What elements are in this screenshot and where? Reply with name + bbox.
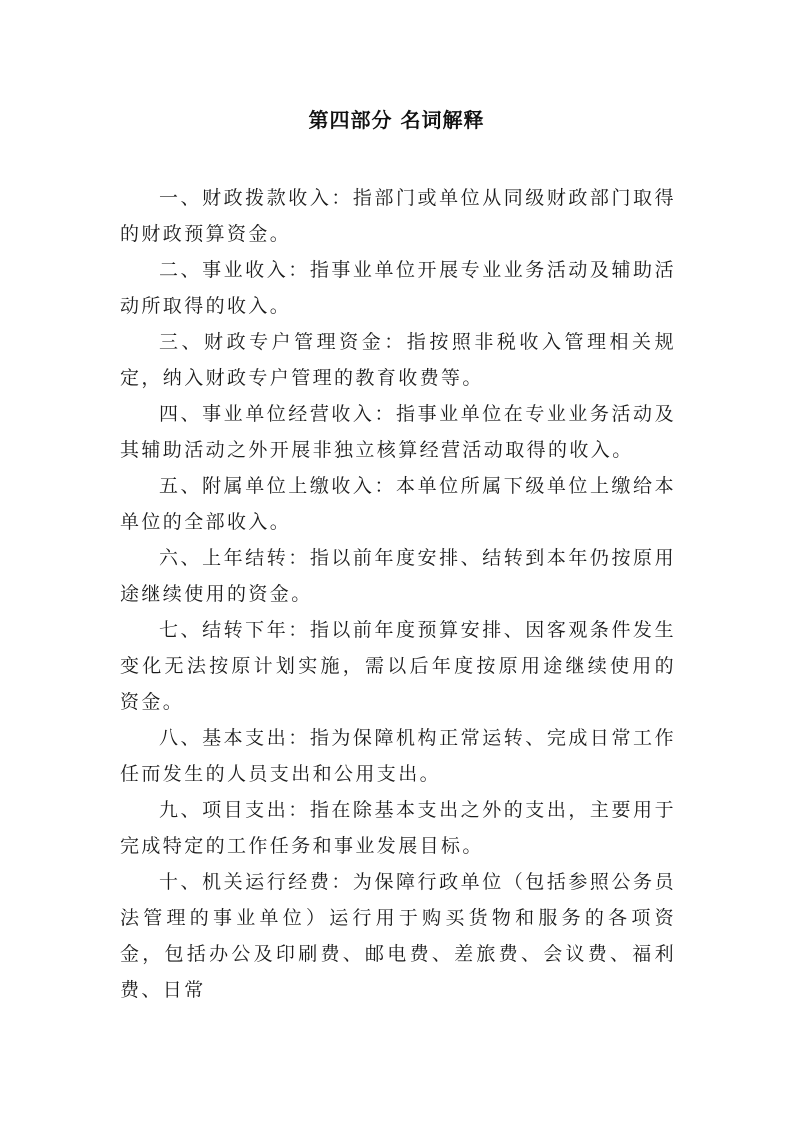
definition-item-5 xyxy=(120,468,676,540)
definition-item-3 xyxy=(120,324,676,396)
definition-item-9 xyxy=(120,792,676,864)
definition-text: 指以前年度预算安排、因客观条件发生变化无法按原计划实施，需以后年度按原用途继续使用的资金。 xyxy=(120,619,676,713)
definition-term: 七、结转下年： xyxy=(159,619,310,641)
definition-item-4 xyxy=(120,396,676,468)
definitions-list xyxy=(120,180,676,1008)
definition-text: 指事业单位开展专业业务活动及辅助活动所取得的收入。 xyxy=(120,259,676,317)
definition-text: 指为保障机构正常运转、完成日常工作任而发生的人员支出和公用支出。 xyxy=(120,727,676,785)
definition-term: 九、项目支出： xyxy=(159,799,310,821)
definition-item-2 xyxy=(120,252,676,324)
definition-item-1 xyxy=(120,180,676,252)
definition-term: 五、附属单位上缴收入： xyxy=(159,475,397,497)
definition-text: 指事业单位在专业业务活动及其辅助活动之外开展非独立核算经营活动取得的收入。 xyxy=(120,403,677,461)
definition-term: 二、事业收入： xyxy=(159,259,310,281)
definition-term: 八、基本支出： xyxy=(159,727,310,749)
definition-term: 一、财政拨款收入： xyxy=(159,187,353,209)
definition-item-8 xyxy=(120,720,676,792)
definition-item-7 xyxy=(120,612,676,720)
definition-text: 指按照非税收入管理相关规定，纳入财政专户管理的教育收费等。 xyxy=(120,331,676,389)
definition-term: 十、机关运行经费： xyxy=(159,871,353,893)
definition-text: 本单位所属下级单位上缴给本单位的全部收入。 xyxy=(120,475,677,533)
definition-text: 指部门或单位从同级财政部门取得的财政预算资金。 xyxy=(120,187,676,245)
definition-term: 四、事业单位经营收入： xyxy=(159,403,397,425)
definition-text: 指在除基本支出之外的支出，主要用于完成特定的工作任务和事业发展目标。 xyxy=(120,799,676,857)
definition-term: 六、上年结转： xyxy=(159,547,310,569)
definition-item-10 xyxy=(120,864,676,1008)
definition-term: 三、财政专户管理资金： xyxy=(159,331,407,353)
definition-text: 为保障行政单位（包括参照公务员法管理的事业单位）运行用于购买货物和服务的各项资金，包括办公及印刷费、邮电费、差旅费、会议费、福利费、日常 xyxy=(120,871,676,1001)
definition-item-6 xyxy=(120,540,676,612)
page-title: 第四部分 名词解释 xyxy=(308,108,485,132)
definition-text: 指以前年度安排、结转到本年仍按原用途继续使用的资金。 xyxy=(120,547,676,605)
